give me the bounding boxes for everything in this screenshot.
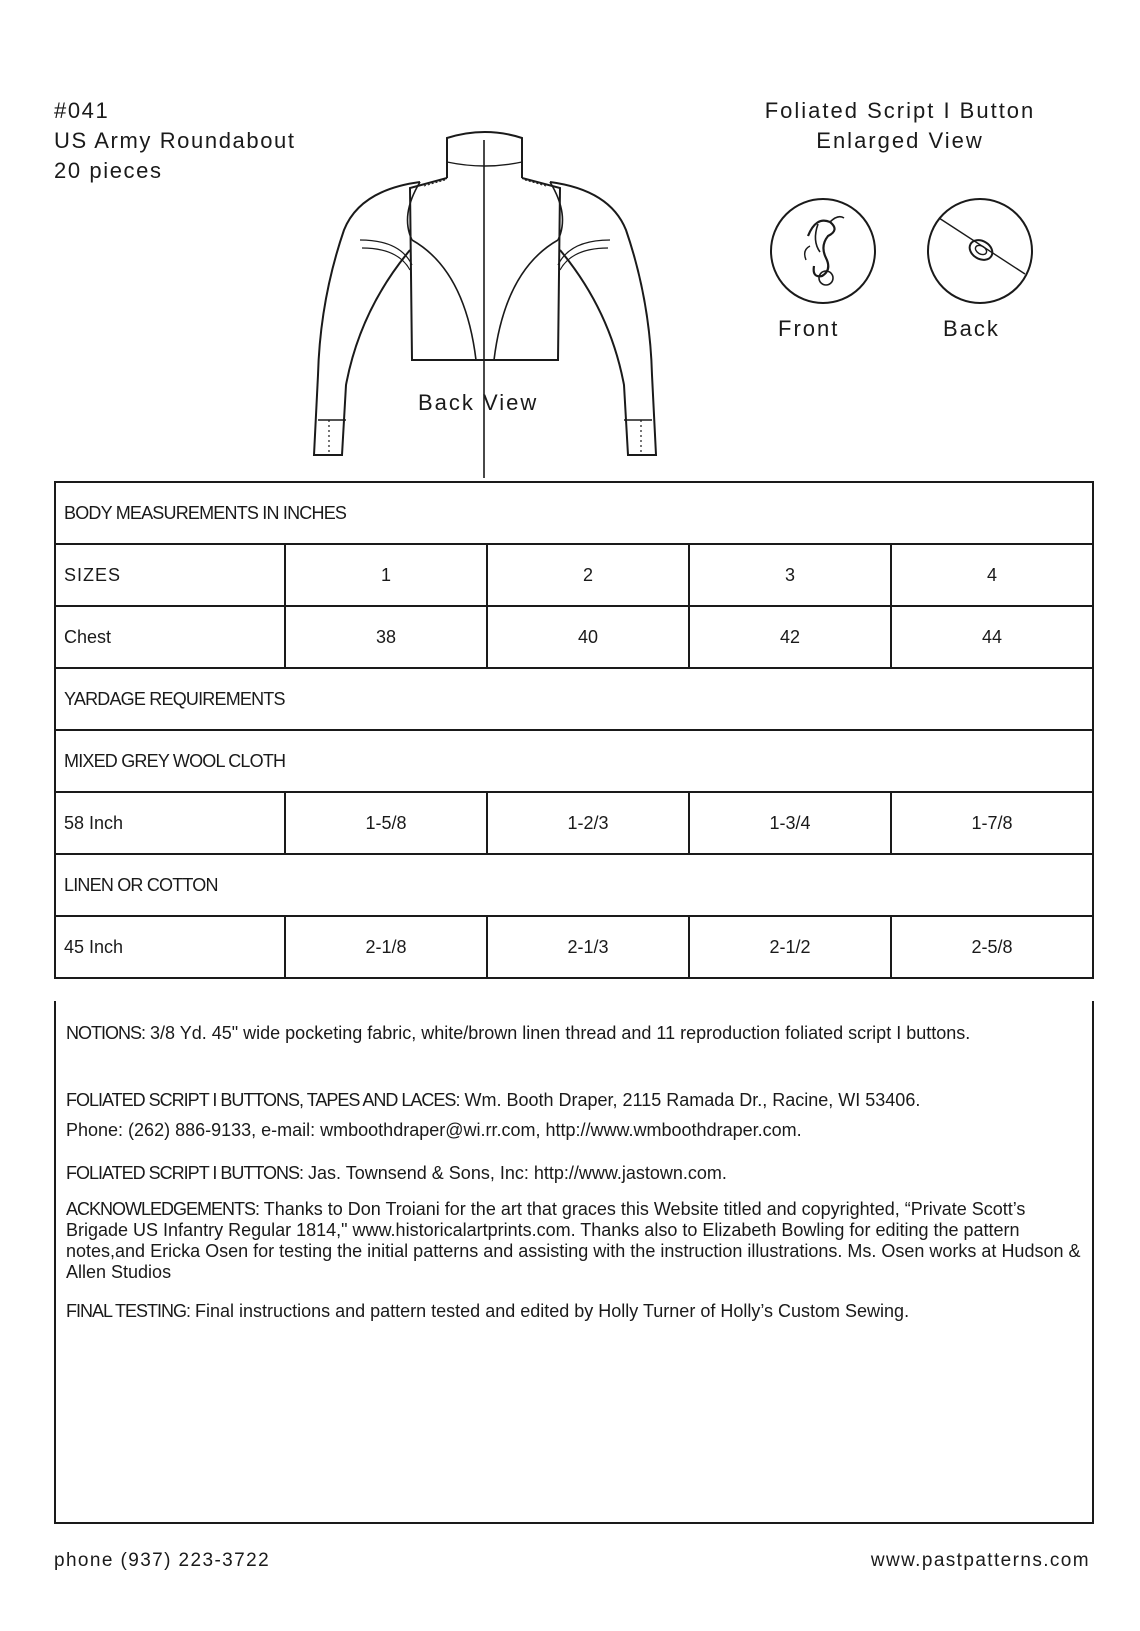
wool-yardage-cell: 1-2/3 bbox=[487, 792, 689, 854]
table-row bbox=[55, 668, 1093, 730]
final-testing-label: FINAL TESTING: bbox=[66, 1301, 191, 1321]
linen-yardage-cell: 2-5/8 bbox=[891, 916, 1093, 978]
notions-label: NOTIONS: bbox=[66, 1023, 146, 1043]
table-row bbox=[55, 854, 1093, 916]
size-cell: 1 bbox=[285, 544, 487, 606]
final-testing-text: Final instructions and pattern tested and edited by Holly Turner of Holly’s Custom Sewing. bbox=[190, 1301, 910, 1321]
chest-label: Chest bbox=[55, 606, 285, 668]
jacket-back-view-illustration bbox=[300, 120, 670, 480]
notions-text: 3/8 Yd. 45" wide pocketing fabric, white/brown linen thread and 11 reproduction foliated script I buttons. bbox=[145, 1023, 971, 1043]
footer-phone: phone (937) 223-3722 bbox=[54, 1550, 271, 1571]
notes-section bbox=[54, 1001, 1094, 1524]
linen-yardage-cell: 2-1/2 bbox=[689, 916, 891, 978]
button-front-illustration bbox=[768, 196, 878, 306]
suppliers-note-2 bbox=[66, 1163, 1084, 1184]
size-cell: 3 bbox=[689, 544, 891, 606]
table-row bbox=[55, 544, 1093, 606]
suppliers2-label: FOLIATED SCRIPT I BUTTONS: bbox=[66, 1163, 304, 1183]
chest-cell: 42 bbox=[689, 606, 891, 668]
acknowledgements-text: Thanks to Don Troiani for the art that graces this Website titled and copyrighted, “Private Scott’s Brigade US Infantry Regular 1814," www.historicalartprints.com. Thanks also to Elizabeth Bowling for editing the pattern notes,and Ericka Osen for testing the initial patterns and assisting with the instruction illustrations. Ms. Osen works at Hudson & Allen Studios bbox=[66, 1199, 1081, 1282]
linen-yardage-cell: 2-1/3 bbox=[487, 916, 689, 978]
footer-website[interactable]: www.pastpatterns.com bbox=[870, 1550, 1090, 1571]
body-measurements-heading: BODY MEASUREMENTS IN INCHES bbox=[55, 482, 1093, 544]
wool-yardage-cell: 1-7/8 bbox=[891, 792, 1093, 854]
wool-yardage-cell: 1-5/8 bbox=[285, 792, 487, 854]
button-back-illustration bbox=[925, 196, 1035, 306]
suppliers1-contact: Phone: (262) 886-9133, e-mail: wmboothdraper@wi.rr.com, http://www.wmboothdraper.com. bbox=[66, 1120, 802, 1140]
size-cell: 2 bbox=[487, 544, 689, 606]
suppliers1-label: FOLIATED SCRIPT I BUTTONS, TAPES AND LACES: bbox=[66, 1090, 460, 1110]
table-row bbox=[55, 792, 1093, 854]
wool-heading: MIXED GREY WOOL CLOTH bbox=[55, 730, 1093, 792]
linen-yardage-cell: 2-1/8 bbox=[285, 916, 487, 978]
pattern-number: #041 bbox=[54, 98, 110, 123]
linen-heading: LINEN OR COTTON bbox=[55, 854, 1093, 916]
table-row bbox=[55, 730, 1093, 792]
chest-cell: 40 bbox=[487, 606, 689, 668]
wool-width-label: 58 Inch bbox=[55, 792, 285, 854]
final-testing-note bbox=[66, 1301, 1084, 1322]
wool-yardage-cell: 1-3/4 bbox=[689, 792, 891, 854]
suppliers-note-1 bbox=[66, 1085, 1084, 1145]
suppliers1-text: Wm. Booth Draper, 2115 Ramada Dr., Racine, WI 53406. bbox=[459, 1090, 921, 1110]
acknowledgements-label: ACKNOWLEDGEMENTS: bbox=[66, 1199, 260, 1219]
button-title-line2: Enlarged View bbox=[816, 128, 984, 153]
button-back-label: Back bbox=[943, 316, 1000, 341]
chest-cell: 38 bbox=[285, 606, 487, 668]
suppliers2-text: Jas. Townsend & Sons, Inc: http://www.jastown.com. bbox=[303, 1163, 727, 1183]
pattern-title: US Army Roundabout bbox=[54, 128, 296, 153]
sizes-label: SIZES bbox=[55, 544, 285, 606]
table-row bbox=[55, 482, 1093, 544]
linen-width-label: 45 Inch bbox=[55, 916, 285, 978]
table-row bbox=[55, 606, 1093, 668]
piece-count: 20 pieces bbox=[54, 158, 163, 183]
yardage-heading: YARDAGE REQUIREMENTS bbox=[55, 668, 1093, 730]
back-view-label: Back View bbox=[418, 390, 539, 415]
button-front-label: Front bbox=[778, 316, 840, 341]
size-cell: 4 bbox=[891, 544, 1093, 606]
notions-note bbox=[66, 1023, 1084, 1044]
table-row bbox=[55, 916, 1093, 978]
acknowledgements-note bbox=[66, 1199, 1084, 1283]
button-title-line1: Foliated Script I Button bbox=[764, 98, 1036, 123]
pattern-info bbox=[54, 96, 296, 186]
button-view-title bbox=[740, 96, 1060, 156]
measurements-table bbox=[54, 481, 1094, 979]
chest-cell: 44 bbox=[891, 606, 1093, 668]
